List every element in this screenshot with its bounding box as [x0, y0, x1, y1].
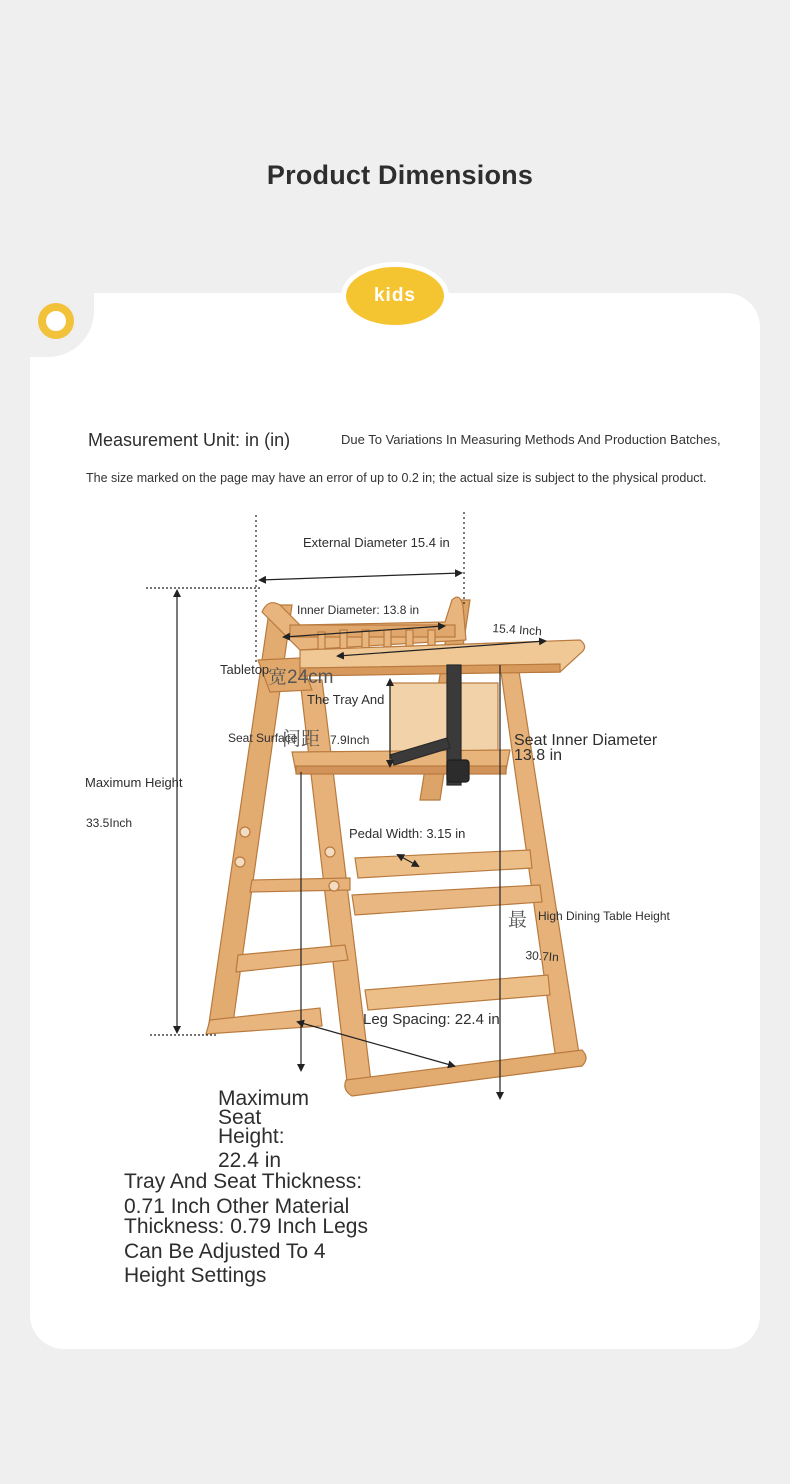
seat-inner-diameter-line2: 13.8 in	[514, 747, 563, 764]
thickness-line1: Tray And Seat Thickness:	[124, 1170, 363, 1193]
dining-table-height-label: High Dining Table Height	[538, 909, 670, 923]
kids-badge: kids	[346, 267, 444, 325]
seat-surface-label: Seat Surface	[228, 731, 298, 745]
dining-table-height-value: 30.7In	[525, 948, 560, 965]
pedal-width-label: Pedal Width: 3.15 in	[349, 826, 466, 841]
tray-width-label: 15.4 Inch	[492, 621, 543, 639]
max-height-label: Maximum Height	[85, 775, 183, 790]
cjk-max-label: 最	[508, 910, 528, 931]
inner-diameter-label: Inner Diameter: 13.8 in	[297, 603, 420, 617]
max-seat-height-line4: 22.4 in	[218, 1149, 282, 1172]
tray-and-label: The Tray And	[307, 692, 385, 707]
max-seat-height-line3: Height:	[218, 1125, 285, 1148]
measurement-unit: Measurement Unit: in (in)	[88, 430, 291, 450]
tabletop-label: Tabletop	[220, 662, 270, 677]
max-seat-height-line2: Seat	[218, 1106, 262, 1129]
thickness-line5: Height Settings	[124, 1264, 267, 1287]
thickness-line2: 0.71 Inch Other Material	[124, 1195, 350, 1218]
thickness-line4: Can Be Adjusted To 4	[124, 1240, 326, 1263]
page-title: Product Dimensions	[266, 160, 534, 190]
max-seat-height-line1: Maximum	[218, 1087, 310, 1110]
thickness-line3: Thickness: 0.79 Inch Legs	[124, 1215, 368, 1238]
max-height-value: 33.5Inch	[86, 816, 133, 830]
variation-note: Due To Variations In Measuring Methods And Production Batches,	[341, 432, 721, 447]
external-diameter-label: External Diameter 15.4 in	[303, 535, 450, 550]
cjk-width-label: 宽24cm	[268, 667, 334, 688]
cjk-spacing-label: 间距	[282, 729, 321, 750]
leg-spacing-label: Leg Spacing: 22.4 in	[363, 1011, 500, 1028]
spacing-value-label: 7.9Inch	[330, 733, 370, 747]
error-note: The size marked on the page may have an error of up to 0.2 in; the actual size is subject to the physical product.	[86, 471, 707, 485]
seat-inner-diameter-line1: Seat Inner Diameter	[514, 732, 658, 749]
